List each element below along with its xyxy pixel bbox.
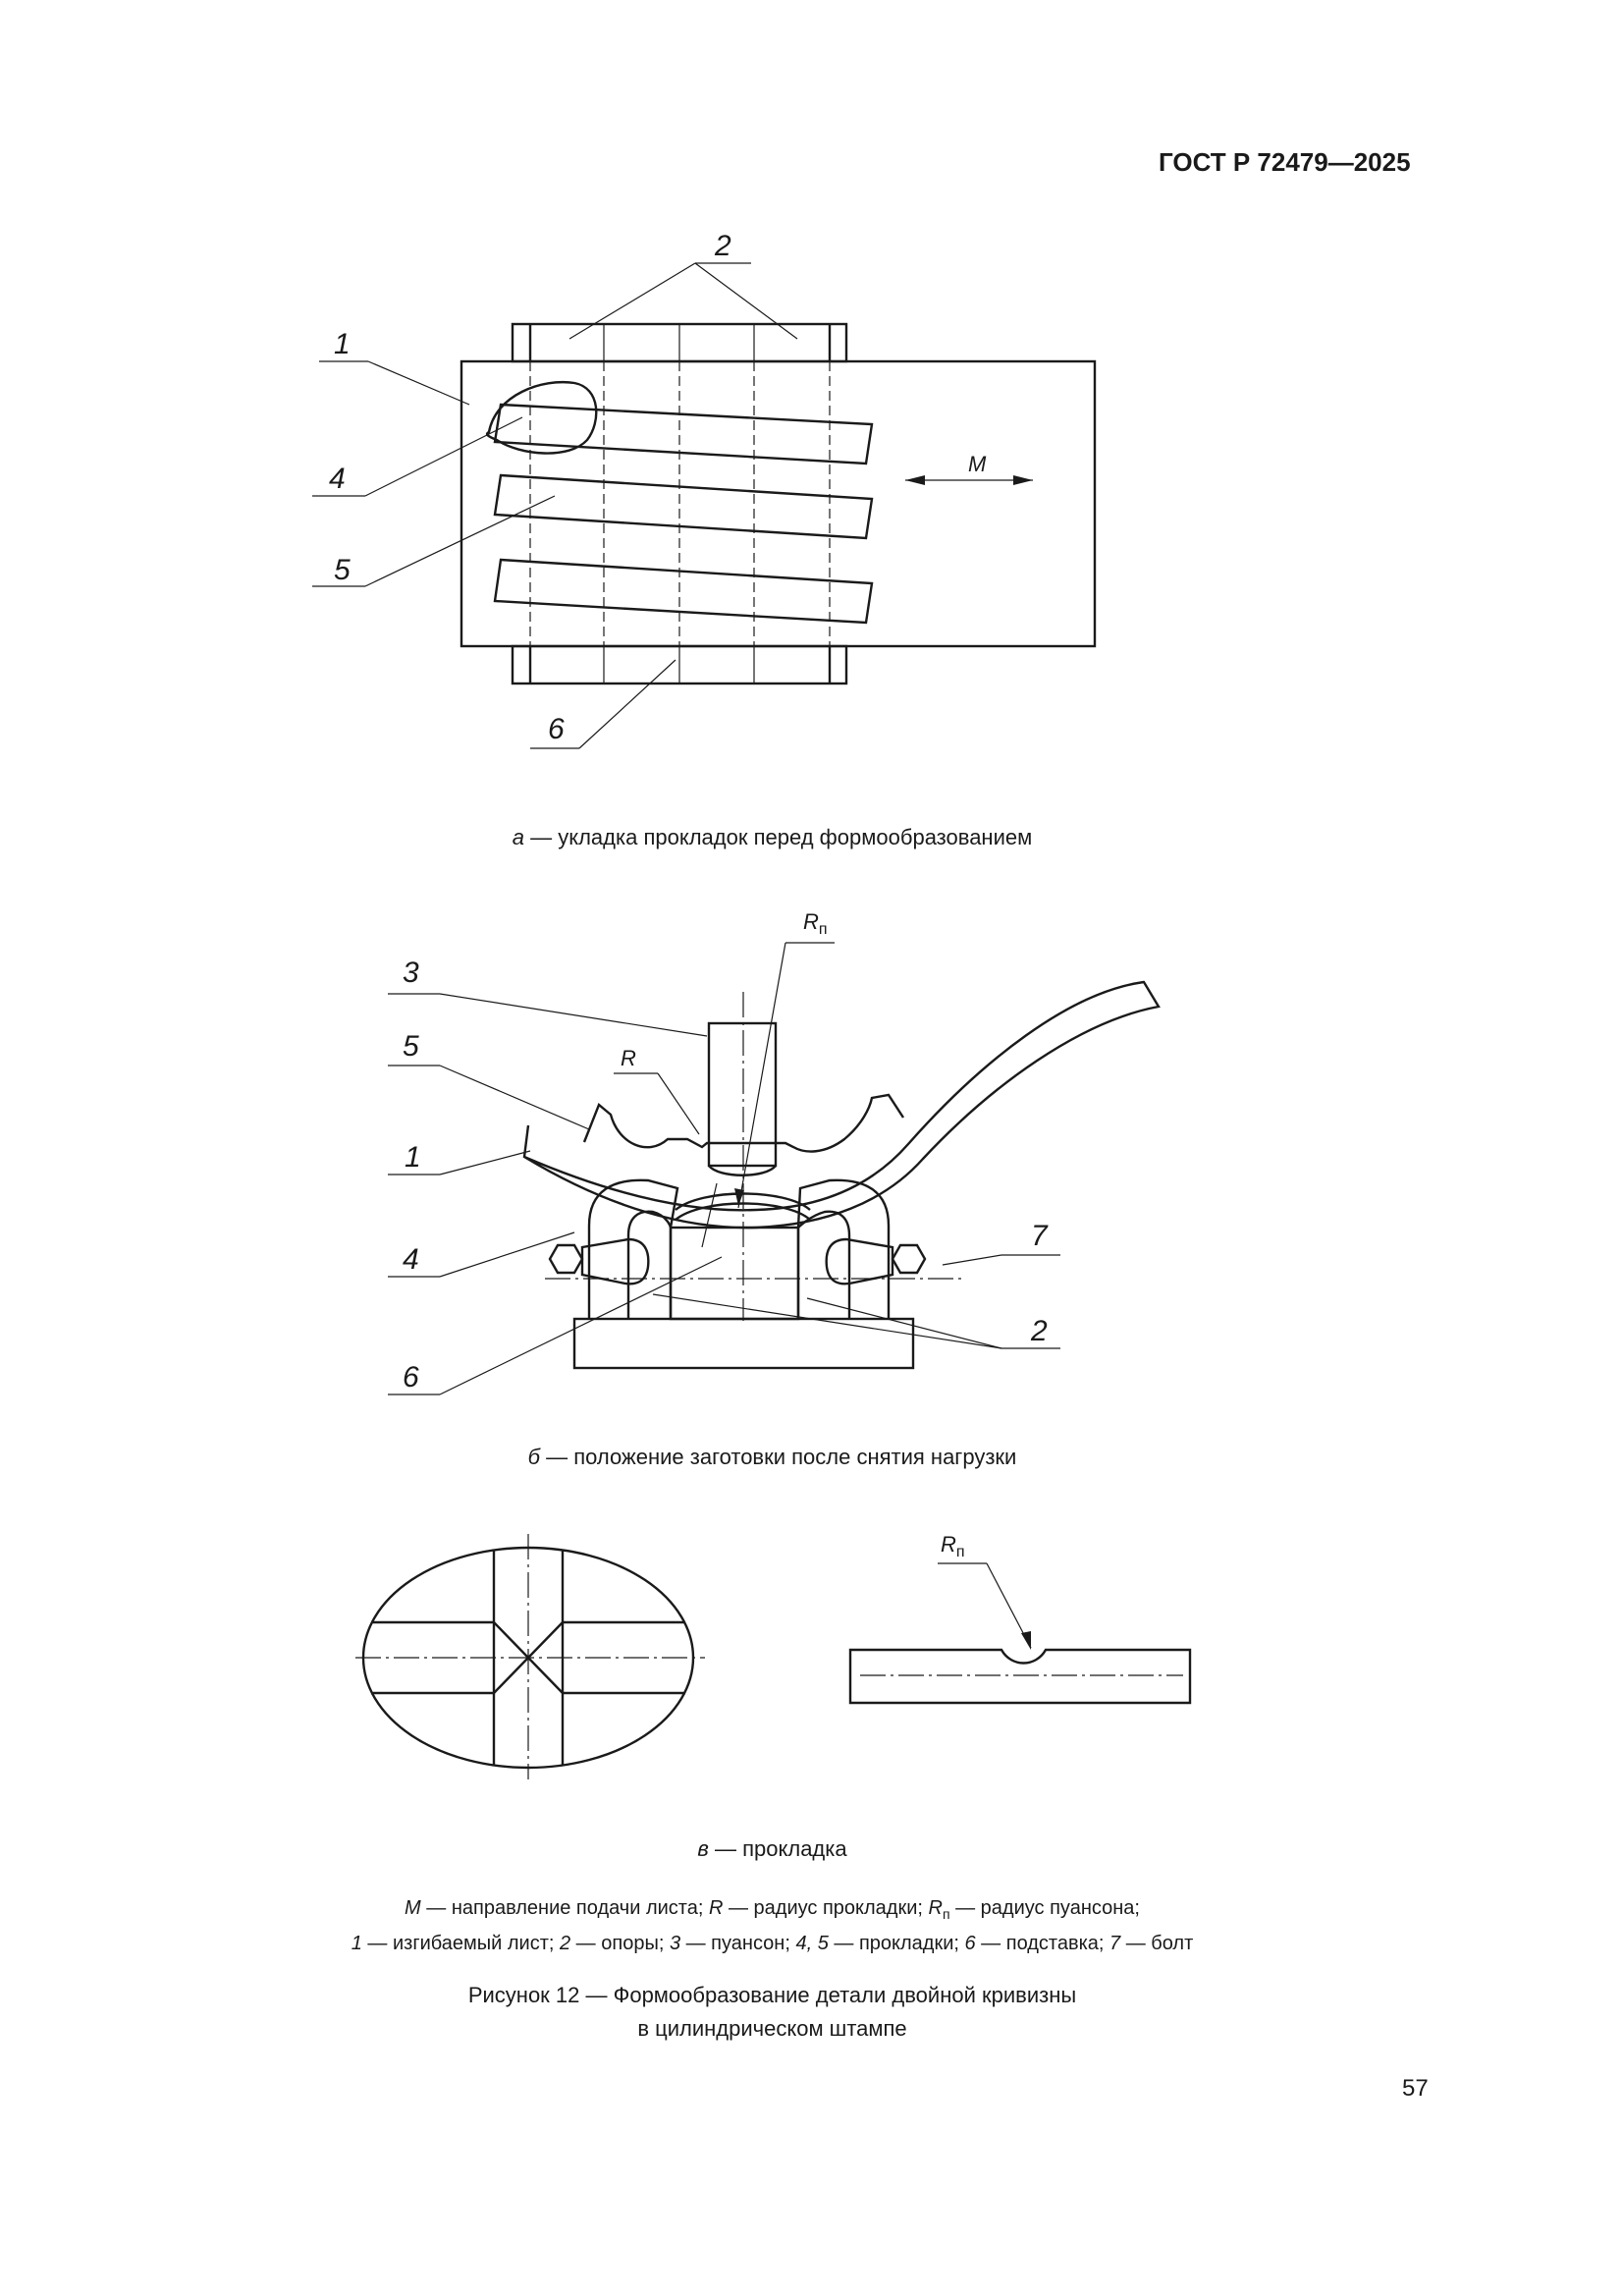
pad-strip-2	[495, 475, 872, 538]
label-5: 5	[334, 554, 351, 586]
pad-side-view	[850, 1650, 1190, 1703]
punch	[709, 1023, 776, 1166]
label-2: 2	[1031, 1315, 1048, 1347]
pad-blob	[487, 382, 596, 453]
label-3: 3	[403, 957, 419, 989]
caption-b: б — положение заготовки после снятия нагрузки	[527, 1445, 1017, 1469]
figure-title	[0, 1979, 1544, 2046]
support-right	[798, 1180, 889, 1319]
page-number: 57	[1402, 2075, 1429, 2102]
pad-strip-3	[495, 560, 872, 623]
pad-strip-1	[495, 405, 872, 464]
figure-title-line-1: Рисунок 12 — Формообразование детали двойной кривизны	[467, 1983, 1077, 2007]
bent-sheet	[524, 982, 1159, 1228]
caption-v: в — прокладка	[697, 1836, 847, 1861]
bolt-left-head	[550, 1245, 582, 1273]
legend	[0, 1893, 1544, 1958]
label-6: 6	[548, 713, 565, 745]
caption-a: а — укладка прокладок перед формообразованием	[512, 825, 1033, 849]
figure-title-line-2: в цилиндрическом штампе	[637, 2016, 907, 2041]
bolt-right-head	[893, 1245, 925, 1273]
legend-line-2: 1 — изгибаемый лист; 2 — опоры; 3 — пуансон; 4, 5 — прокладки; 6 — подставка; 7 — болт	[351, 1933, 1194, 1954]
label-4: 4	[403, 1243, 419, 1276]
bolt-right-body	[827, 1239, 893, 1284]
label-m: M	[968, 452, 987, 476]
label-rp: $R_п$	[941, 1532, 965, 1560]
figure-b-drawing	[388, 909, 1159, 1394]
figure-v-drawing	[355, 1532, 1190, 1779]
figure-a-drawing	[312, 230, 1095, 748]
label-5: 5	[403, 1030, 419, 1063]
label-r: R	[621, 1046, 636, 1070]
label-2: 2	[715, 230, 731, 262]
label-1: 1	[405, 1141, 421, 1174]
label-1: 1	[334, 328, 351, 360]
standard-code: ГОСТ Р 72479—2025	[1159, 147, 1411, 177]
bolt-left-body	[582, 1239, 648, 1284]
label-6: 6	[403, 1361, 419, 1394]
label-7: 7	[1031, 1220, 1048, 1252]
label-4: 4	[329, 463, 346, 495]
legend-line-1: M — направление подачи листа; R — радиус прокладки; $R_п$ — радиус пуансона;	[405, 1897, 1140, 1922]
label-rp: $R_п$	[803, 909, 828, 938]
